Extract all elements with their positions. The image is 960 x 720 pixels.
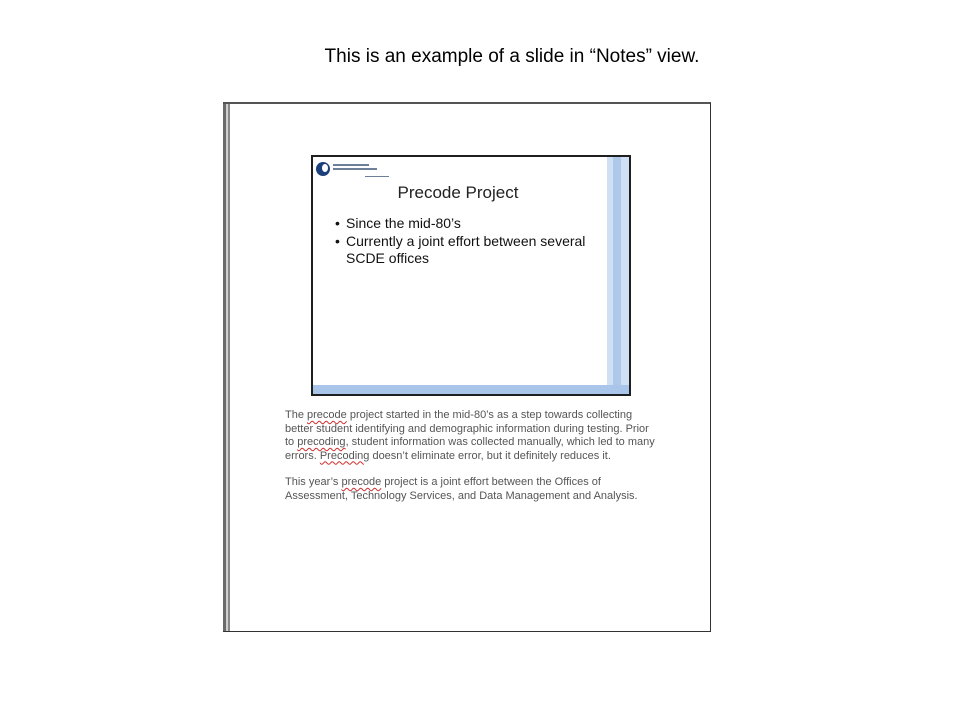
caption: This is an example of a slide in “Notes” view.	[324, 46, 700, 67]
notes-paragraph	[285, 476, 655, 503]
slide-bottom-accent-band	[313, 385, 629, 394]
misspelled-word: Precoding	[319, 449, 370, 462]
notes-page	[223, 102, 711, 632]
logo-text-line	[333, 164, 369, 166]
slide-right-accent-band	[607, 157, 629, 394]
misspelled-word: precode	[307, 409, 347, 421]
notes-text: project started in the mid-80’s as a step towards collecting better student identifying and demographic information during testing. Prior to	[285, 409, 649, 448]
slide-bullet-list	[335, 215, 597, 268]
notes-text: project is a joint effort between the Offices of Assessment, Technology Services, and Data Management and Analysis.	[285, 476, 638, 502]
notes-text: , student information was collected manually, which led to many errors.	[285, 436, 655, 462]
slide-title: Precode Project	[397, 183, 519, 202]
sc-department-of-education-logo-icon	[316, 162, 330, 176]
slide-thumbnail[interactable]	[311, 155, 631, 396]
notes-text: The	[285, 409, 308, 421]
notes-text: This year’s	[285, 476, 342, 488]
page-edge	[223, 104, 230, 631]
notes-text: doesn’t eliminate error, but it definitely reduces it.	[369, 449, 611, 462]
slide-bullet: • Since the mid-80’s	[335, 215, 597, 232]
slide-bullet: • Currently a joint effort between several SCDE offices	[335, 233, 597, 267]
misspelled-word: precoding	[297, 436, 346, 448]
misspelled-word: precode	[341, 476, 382, 488]
logo-text-line	[333, 168, 377, 170]
speaker-notes[interactable]	[285, 409, 655, 516]
notes-paragraph	[285, 409, 655, 463]
logo-tagline	[365, 176, 389, 177]
